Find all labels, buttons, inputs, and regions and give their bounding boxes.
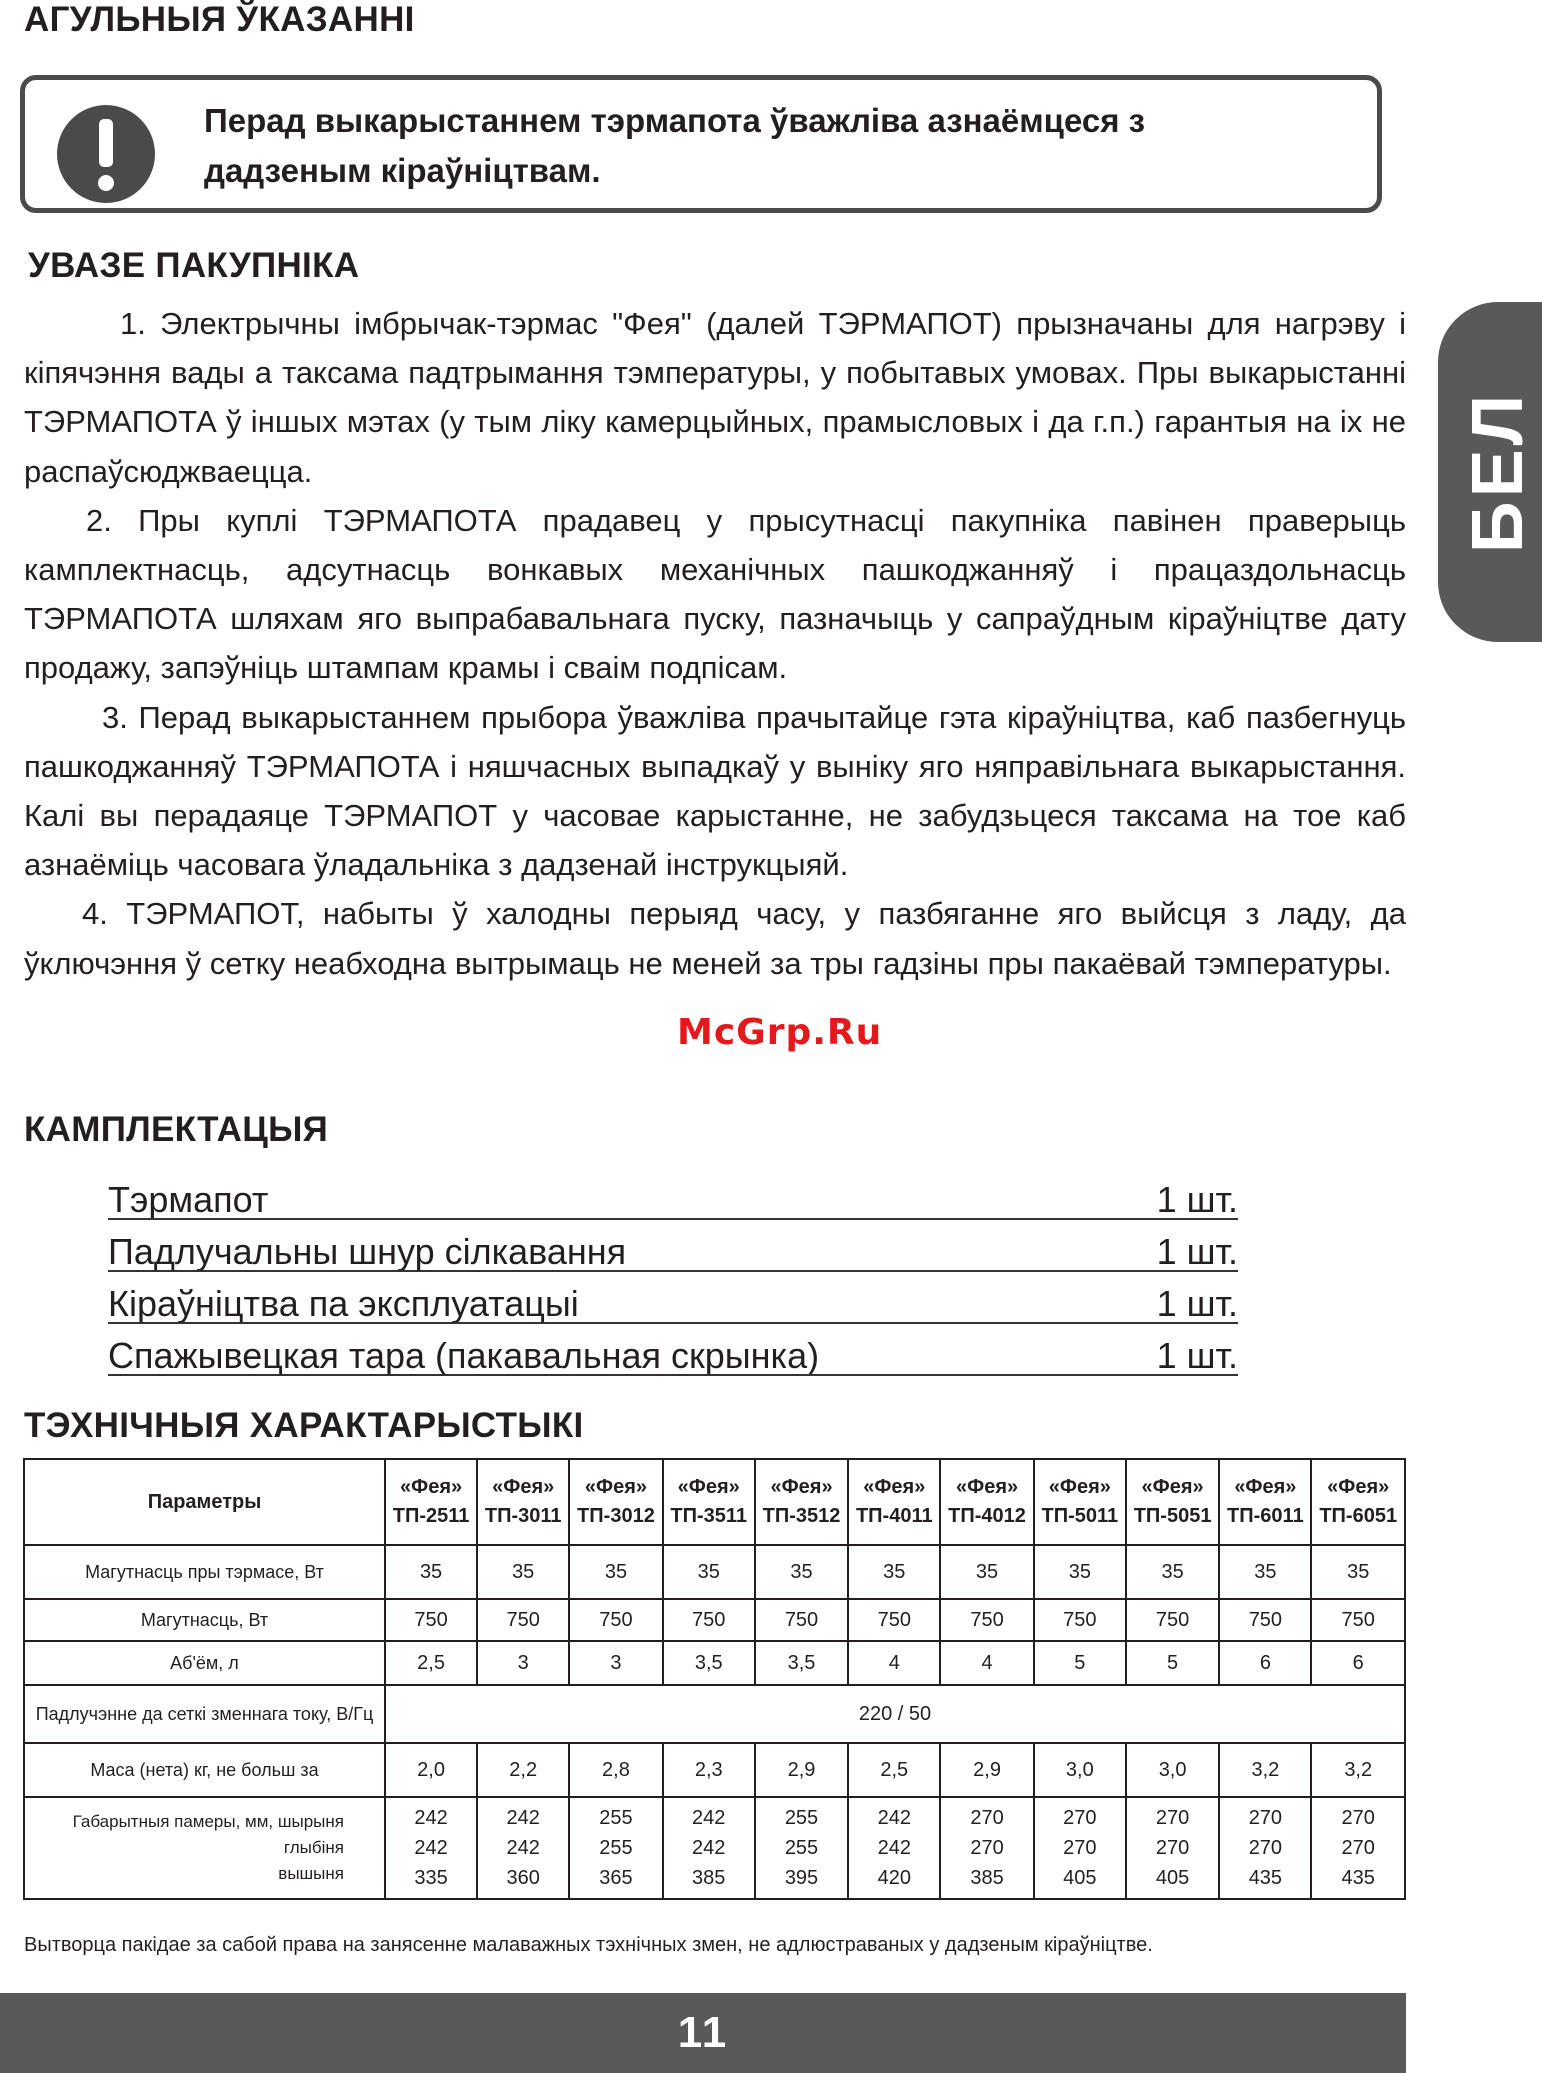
table-cell: 750: [1219, 1599, 1311, 1641]
model-code: ТП-3011: [484, 1505, 562, 1527]
model-code: ТП-6011: [1227, 1505, 1304, 1527]
kit-item-name: Падлучальны шнур сілкавання: [108, 1231, 627, 1272]
dims-value: 385: [692, 1867, 726, 1889]
table-cell-mains: 220 / 50: [385, 1685, 1405, 1743]
table-row: [24, 1685, 1405, 1743]
dims-value: 270: [1155, 1837, 1190, 1859]
kit-item: [108, 1324, 1238, 1376]
table-cell: 3: [477, 1641, 569, 1685]
model-code: ТП-3012: [577, 1505, 655, 1527]
dims-value: 255: [599, 1807, 633, 1829]
table-cell: 2,5: [385, 1641, 477, 1685]
dims-value: 270: [970, 1807, 1004, 1829]
table-cell: [755, 1797, 848, 1899]
table-cell: 2,9: [755, 1743, 848, 1797]
dims-value: 255: [784, 1807, 819, 1829]
table-cell: 35: [385, 1545, 477, 1599]
table-row: [24, 1743, 1405, 1797]
table-cell: 750: [755, 1599, 848, 1641]
table-header-model: [569, 1459, 662, 1545]
warning-box: [20, 75, 1382, 213]
table-header-model: [848, 1459, 940, 1545]
paragraph-4: 4. ТЭРМАПОТ, набыты ў халодны перыяд часу, у пазбяганне яго выйсця з ладу, да ўключэння ў сетку неабходна вытрымаць не меней за тры гадзіны пры пакаёвай тэмпературы.: [24, 896, 1406, 981]
table-cell: 35: [569, 1545, 662, 1599]
kit-item-qty: 1 шт.: [1156, 1179, 1238, 1220]
model-code: ТП-4011: [855, 1505, 933, 1527]
model-code: ТП-3512: [762, 1505, 841, 1527]
model-brand: «Фея»: [1327, 1476, 1390, 1498]
table-cell: [848, 1797, 940, 1899]
table-header-model: [1311, 1459, 1405, 1545]
table-cell: 35: [477, 1545, 569, 1599]
paragraph-3: 3. Перад выкарыстаннем прыбора ўважліва прачытайце гэта кіраўніцтва, каб пазбегнуць пашкоджанняў ТЭРМАПОТА і няшчасных выпадкаў у выніку яго няправільнага выкарыстання. Калі вы перадаяце ТЭРМАПОТ у часовае карыстанне, не забудзьцеся таксама на тое каб азнаёміць часовага ўладальніка з дадзенай інструкцыяй.: [24, 699, 1406, 883]
kit-list: [108, 1168, 1238, 1376]
buyer-notes: [24, 299, 1406, 988]
dims-label-line: Габарытныя памеры, мм, шырыня: [72, 1812, 344, 1831]
kit-item-qty: 1 шт.: [1156, 1283, 1238, 1324]
kit-item: [108, 1220, 1238, 1272]
model-brand: «Фея»: [400, 1476, 463, 1498]
kit-item-name: Тэрмапот: [108, 1179, 269, 1220]
dims-value: 242: [414, 1807, 448, 1829]
dims-value: 242: [877, 1807, 911, 1829]
kit-item-name: Кіраўніцтва па эксплуатацыі: [108, 1283, 579, 1324]
table-row-label: Магутнасць пры тэрмасе, Вт: [24, 1545, 385, 1599]
table-cell: 3,0: [1126, 1743, 1219, 1797]
warning-text: Перад выкарыстаннем тэрмапота ўважліва азнаёмцеся з дадзеным кіраўніцтвам.: [204, 102, 1146, 189]
table-cell: 750: [940, 1599, 1033, 1641]
table-cell: 750: [1311, 1599, 1405, 1641]
table-cell: 3,2: [1219, 1743, 1311, 1797]
table-row-label: Аб'ём, л: [24, 1641, 385, 1685]
table-cell: 2,3: [663, 1743, 755, 1797]
table-cell: 3: [569, 1641, 662, 1685]
model-brand: «Фея»: [584, 1476, 648, 1498]
table-cell: [1311, 1797, 1405, 1899]
table-row-label: [24, 1797, 385, 1899]
table-header-model: [385, 1459, 477, 1545]
dims-value: 270: [1341, 1837, 1375, 1859]
table-cell: 4: [848, 1641, 940, 1685]
table-row-label: Падлучэнне да сеткі зменнага току, В/Гц: [24, 1685, 385, 1743]
language-tab-label: БЕЛ: [1458, 390, 1538, 554]
table-row-label: Магутнасць, Вт: [24, 1599, 385, 1641]
dims-value: 255: [784, 1837, 819, 1859]
table-cell: 2,5: [848, 1743, 940, 1797]
dims-value: 270: [1155, 1807, 1190, 1829]
dims-value: 405: [1063, 1867, 1097, 1889]
dims-value: 395: [784, 1867, 819, 1889]
table-cell: 2,2: [477, 1743, 569, 1797]
table-cell: 35: [663, 1545, 755, 1599]
paragraph-1: 1. Электрычны імбрычак-тэрмас "Фея" (далей ТЭРМАПОТ) прызначаны для нагрэву і кіпячэння вады а таксама падтрымання тэмпературы, у побытавых умовах. Пры выкарыстанні ТЭРМАПОТА ў іншых мэтах (у тым ліку камерцыйных, прамысловых і да г.п.) гарантыя на іх не распаўсюджваецца.: [24, 306, 1406, 489]
heading-general: АГУЛЬНЫЯ ЎКАЗАННІ: [24, 0, 415, 39]
dims-value: 242: [692, 1837, 726, 1859]
dims-value: 405: [1155, 1867, 1190, 1889]
dims-value: 255: [599, 1837, 633, 1859]
dims-value: 270: [1063, 1807, 1097, 1829]
table-cell: 35: [848, 1545, 940, 1599]
model-code: ТП-5051: [1133, 1505, 1212, 1527]
dims-value: 242: [506, 1807, 540, 1829]
model-brand: «Фея»: [492, 1476, 555, 1498]
table-cell: 35: [1219, 1545, 1311, 1599]
table-cell: 2,9: [940, 1743, 1033, 1797]
table-cell: 750: [663, 1599, 755, 1641]
table-cell: 6: [1311, 1641, 1405, 1685]
table-cell: 35: [1126, 1545, 1219, 1599]
table-cell: [940, 1797, 1033, 1899]
table-cell: 750: [1034, 1599, 1126, 1641]
table-row: [24, 1459, 1405, 1545]
table-cell: 750: [848, 1599, 940, 1641]
table-cell: 35: [755, 1545, 848, 1599]
table-cell: 6: [1219, 1641, 1311, 1685]
table-header-model: [1219, 1459, 1311, 1545]
dims-value: 270: [1341, 1807, 1375, 1829]
table-cell: 35: [1034, 1545, 1126, 1599]
table-cell: 750: [569, 1599, 662, 1641]
watermark: McGrp.Ru: [677, 1012, 883, 1053]
dims-value: 242: [414, 1837, 448, 1859]
kit-item: [108, 1168, 1238, 1220]
table-cell: 5: [1034, 1641, 1126, 1685]
dims-label-line: глыбіня: [283, 1838, 344, 1857]
table-header-model: [1126, 1459, 1219, 1545]
model-code: ТП-4012: [948, 1505, 1026, 1527]
kit-item-qty: 1 шт.: [1156, 1335, 1238, 1376]
dims-value: 270: [1248, 1807, 1283, 1829]
table-row: [24, 1599, 1405, 1641]
page-footer: [0, 1993, 1406, 2073]
dims-value: 242: [692, 1807, 726, 1829]
footnote: Вытворца пакідае за сабой права на занясенне малаважных тэхнічных змен, не адлюстраваных у дадзеным кіраўніцтве.: [24, 1934, 1153, 1956]
table-row: [24, 1545, 1405, 1599]
dims-value: 435: [1248, 1867, 1283, 1889]
model-brand: «Фея»: [956, 1476, 1019, 1498]
model-code: ТП-6051: [1319, 1505, 1398, 1527]
model-brand: «Фея»: [677, 1476, 740, 1498]
kit-item-name: Спажывецкая тара (пакавальная скрынка): [108, 1335, 820, 1376]
dims-value: 335: [414, 1867, 448, 1889]
table-header-model: [663, 1459, 755, 1545]
model-brand: «Фея»: [1141, 1476, 1204, 1498]
table-row-label: Маса (нета) кг, не больш за: [24, 1743, 385, 1797]
model-code: ТП-3511: [670, 1505, 748, 1527]
table-cell: 3,0: [1034, 1743, 1126, 1797]
exclamation-icon: [57, 105, 155, 203]
heading-kit: КАМПЛЕКТАЦЫЯ: [24, 1110, 329, 1149]
table-row: [24, 1797, 1405, 1899]
table-cell: [477, 1797, 569, 1899]
model-code: ТП-5011: [1041, 1505, 1119, 1527]
dims-value: 385: [970, 1867, 1004, 1889]
dims-value: 420: [877, 1867, 911, 1889]
dims-value: 270: [970, 1837, 1004, 1859]
table-cell: [569, 1797, 662, 1899]
model-brand: «Фея»: [770, 1476, 833, 1498]
model-brand: «Фея»: [1048, 1476, 1111, 1498]
table-header-model: [1034, 1459, 1126, 1545]
table-cell: 750: [1126, 1599, 1219, 1641]
dims-value: 435: [1341, 1867, 1375, 1889]
table-cell: [663, 1797, 755, 1899]
dims-value: 365: [599, 1867, 633, 1889]
table-row: [24, 1641, 1405, 1685]
table-cell: 750: [385, 1599, 477, 1641]
table-header-model: [940, 1459, 1033, 1545]
table-cell: 4: [940, 1641, 1033, 1685]
model-code: ТП-2511: [392, 1505, 470, 1527]
table-cell: 3,5: [663, 1641, 755, 1685]
dims-value: 270: [1063, 1837, 1097, 1859]
table-header-model: [477, 1459, 569, 1545]
heading-specs: ТЭХНІЧНЫЯ ХАРАКТАРЫСТЫКІ: [24, 1406, 584, 1445]
table-cell: [1034, 1797, 1126, 1899]
kit-item: [108, 1272, 1238, 1324]
dims-value: 242: [877, 1837, 911, 1859]
language-tab: [1438, 302, 1542, 642]
dims-value: 270: [1248, 1837, 1283, 1859]
kit-item-qty: 1 шт.: [1156, 1231, 1238, 1272]
table-header-model: [755, 1459, 848, 1545]
dims-value: 360: [506, 1867, 540, 1889]
dims-value: 242: [506, 1837, 540, 1859]
paragraph-2: 2. Пры куплі ТЭРМАПОТА прадавец у прысутнасці пакупніка павінен праверыць камплектнасць, адсутнасць вонкавых механічных пашкоджанняў і працаздольнасць ТЭРМАПОТА шляхам яго выпрабавальнага пуску, пазначыць у сапраўдным кіраўніцтве дату продажу, запэўніць штампам крамы і сваім подпісам.: [24, 502, 1406, 686]
table-cell: [1219, 1797, 1311, 1899]
table-cell: [385, 1797, 477, 1899]
table-cell: 2,0: [385, 1743, 477, 1797]
table-cell: 2,8: [569, 1743, 662, 1797]
table-cell: 5: [1126, 1641, 1219, 1685]
table-cell: 750: [477, 1599, 569, 1641]
page-number: 11: [677, 2008, 729, 2057]
heading-buyer: УВАЗЕ ПАКУПНІКА: [28, 246, 360, 285]
model-brand: «Фея»: [863, 1476, 926, 1498]
dims-label-line: вышыня: [278, 1864, 344, 1883]
table-header-param: Параметры: [24, 1459, 385, 1545]
table-cell: 35: [1311, 1545, 1405, 1599]
table-cell: 35: [940, 1545, 1033, 1599]
table-cell: 3,2: [1311, 1743, 1405, 1797]
spec-table: [23, 1458, 1406, 1900]
table-cell: 3,5: [755, 1641, 848, 1685]
table-cell: [1126, 1797, 1219, 1899]
model-brand: «Фея»: [1234, 1476, 1297, 1498]
